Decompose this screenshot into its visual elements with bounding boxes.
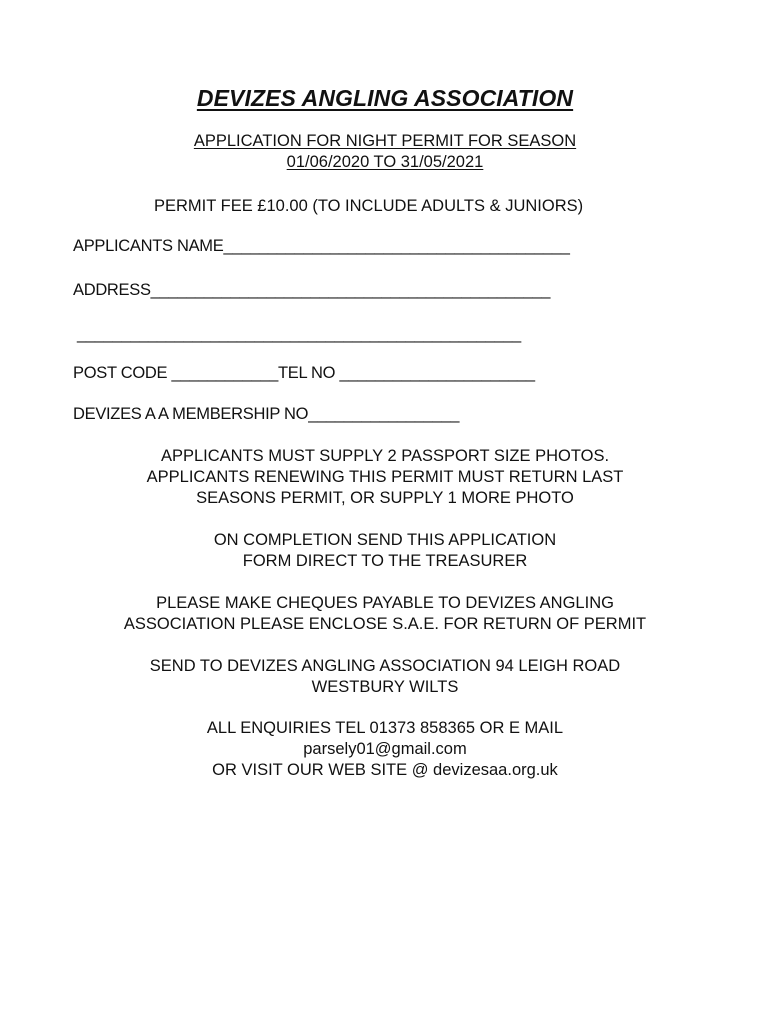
cheques-instruction-2: ASSOCIATION PLEASE ENCLOSE S.A.E. FOR RETURN OF PERMIT	[123, 615, 647, 633]
address-line-2-field: __________________________________________________	[77, 325, 521, 343]
enquiries-email: parsely01@gmail.com	[303, 740, 467, 758]
enquiries-phone: ALL ENQUIRIES TEL 01373 858365 OR E MAIL	[206, 719, 564, 737]
enquiries-website: OR VISIT OUR WEB SITE @ devizesaa.org.uk	[212, 761, 558, 779]
completion-instruction-1: ON COMPLETION SEND THIS APPLICATION	[213, 531, 557, 549]
completion-instruction-2: FORM DIRECT TO THE TREASURER	[242, 552, 528, 570]
photos-instruction-1: APPLICANTS MUST SUPPLY 2 PASSPORT SIZE PHOTOS.	[160, 447, 610, 465]
cheques-instruction-1: PLEASE MAKE CHEQUES PAYABLE TO DEVIZES ANGLING	[156, 594, 614, 612]
membership-number-field: DEVIZES A A MEMBERSHIP NO_________________	[73, 405, 460, 423]
season-dates: 01/06/2020 TO 31/05/2021	[286, 153, 484, 171]
application-subtitle: APPLICATION FOR NIGHT PERMIT FOR SEASON	[193, 132, 577, 150]
address-field: ADDRESS_____________________________________________	[73, 281, 551, 299]
permit-fee: PERMIT FEE £10.00 (TO INCLUDE ADULTS & JUNIORS)	[154, 197, 584, 215]
page-title: DEVIZES ANGLING ASSOCIATION	[196, 85, 574, 111]
photos-instruction-3: SEASONS PERMIT, OR SUPPLY 1 MORE PHOTO	[196, 489, 574, 507]
photos-instruction-2: APPLICANTS RENEWING THIS PERMIT MUST RETURN LAST	[146, 468, 624, 486]
send-address-1: SEND TO DEVIZES ANGLING ASSOCIATION 94 LEIGH ROAD	[149, 657, 621, 675]
send-address-2: WESTBURY WILTS	[311, 678, 459, 696]
postcode-tel-field: POST CODE ____________TEL NO ______________________	[73, 364, 535, 382]
applicants-name-field: APPLICANTS NAME_______________________________________	[73, 237, 570, 255]
